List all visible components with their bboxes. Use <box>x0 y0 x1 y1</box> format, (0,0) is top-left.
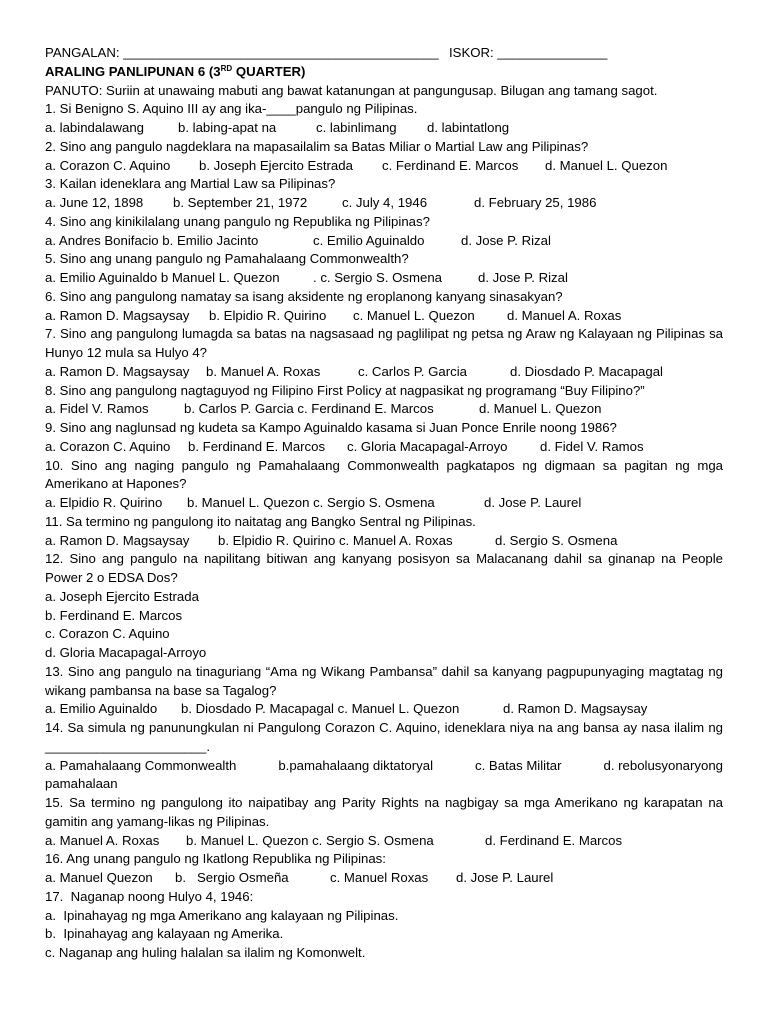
option-a[interactable]: a. June 12, 1898 <box>45 195 144 210</box>
option-a-b[interactable]: a. Emilio Aguinaldo b Manuel L. Quezon <box>45 270 280 285</box>
option-b[interactable]: b. Ipinahayag ang kalayaan ng Amerika. <box>45 926 284 942</box>
option-b[interactable]: b. labing-apat na <box>178 120 277 135</box>
option-b[interactable]: b.pamahalaang diktatoryal <box>278 757 434 773</box>
option-c[interactable]: c. labinlimang <box>316 120 397 135</box>
option-a[interactable]: a. Ramon D. Magsaysay <box>45 532 190 548</box>
question-15-options <box>45 832 723 851</box>
question-1-options <box>45 119 723 138</box>
page-title: ARALING PANLIPUNAN 6 (3RD QUARTER) <box>45 63 306 79</box>
question-16: 16. Ang unang pangulo ng Ikatlong Republika ng Pilipinas: <box>45 851 386 867</box>
option-c[interactable]: c. Manuel L. Quezon <box>353 307 475 323</box>
option-a[interactable]: a. Corazon C. Aquino <box>45 438 171 454</box>
score-field-label: ISKOR: _______________ <box>449 45 608 60</box>
option-d[interactable]: d. Jose P. Rizal <box>478 270 568 285</box>
option-d[interactable]: d. Fidel V. Ramos <box>540 438 644 454</box>
option-d-continued: pamahalaan <box>45 776 118 792</box>
option-d[interactable]: d. Sergio S. Osmena <box>495 532 618 548</box>
question-10-options <box>45 494 723 513</box>
option-b-c[interactable]: b. Manuel L. Quezon c. Sergio S. Osmena <box>187 495 435 510</box>
name-field-label: PANGALAN: ___________________________________________ <box>45 45 439 60</box>
question-3: 3. Kailan ideneklara ang Martial Law sa Pilipinas? <box>45 176 336 192</box>
question-14-options <box>45 757 723 776</box>
option-b[interactable]: b. Ferdinand E. Marcos <box>45 607 183 623</box>
option-d[interactable]: d. labintatlong <box>427 120 510 135</box>
option-d[interactable]: d. Diosdado P. Macapagal <box>510 363 663 379</box>
option-d[interactable]: d. February 25, 1986 <box>474 195 597 210</box>
question-11: 11. Sa termino ng pangulong ito naitatag ang Bangko Sentral ng Pilipinas. <box>45 513 476 529</box>
question-14: 14. Sa simula ng panunungkulan ni Pangulong Corazon C. Aquino, ideneklara niya na ang bansa ay nasa ilalim ng ______________________. <box>45 720 723 754</box>
option-d[interactable]: d. Manuel A. Roxas <box>507 307 622 323</box>
question-12: 12. Sino ang pangulo na napilitang bitiwan ang kanyang posisyon sa Malacanang dahil sa ginanap na People Power 2 o EDSA Dos? <box>45 551 723 585</box>
option-a[interactable]: a. Ramon D. Magsaysay <box>45 363 190 379</box>
question-7: 7. Sino ang pangulong lumagda sa batas na nagsasaad ng paglilipat ng petsa ng Araw ng Kalayaan ng Pilipinas sa Hunyo 12 mula sa Hulyo 4? <box>45 326 723 360</box>
option-c[interactable]: c. Naganap ang huling halalan sa ilalim ng Komonwelt. <box>45 945 366 960</box>
option-d[interactable]: d. Manuel L. Quezon <box>545 157 668 173</box>
option-a[interactable]: a. Manuel Quezon <box>45 870 153 885</box>
instructions: PANUTO: Suriin at unawaing mabuti ang bawat katanungan at pangungusap. Bilugan ang tamang sagot. <box>45 82 658 98</box>
question-6-options <box>45 307 723 326</box>
option-c[interactable]: c. Gloria Macapagal-Arroyo <box>347 438 508 454</box>
option-c[interactable]: c. Manuel Roxas <box>330 870 429 885</box>
option-b-c[interactable]: b. Diosdado P. Macapagal c. Manuel L. Quezon <box>181 701 460 717</box>
question-2: 2. Sino ang pangulo nagdeklara na mapasailalim sa Batas Miliar o Martial Law ang Pilipinas? <box>45 138 589 154</box>
question-6: 6. Sino ang pangulong namatay sa isang aksidente ng eroplanong kanyang sinasakyan? <box>45 288 563 304</box>
question-13: 13. Sino ang pangulo na tinaguriang “Ama ng Wikang Pambansa” dahil sa kanyang pagpupunyaging magtatag ng wikang pambansa na base sa Tagalog? <box>45 663 723 698</box>
option-c[interactable]: c. Carlos P. Garcia <box>358 363 467 379</box>
option-a[interactable]: a. Elpidio R. Quirino <box>45 495 163 510</box>
question-5-options <box>45 269 723 288</box>
question-11-options <box>45 532 723 551</box>
option-d[interactable]: d. Manuel L. Quezon <box>479 401 602 417</box>
option-b[interactable]: b. Manuel A. Roxas <box>206 363 321 379</box>
option-d[interactable]: d. rebolusyonaryong <box>603 757 723 773</box>
question-17: 17. Naganap noong Hulyo 4, 1946: <box>45 888 254 904</box>
option-c[interactable]: c. Ferdinand E. Marcos <box>382 157 519 173</box>
option-a[interactable]: a. Joseph Ejercito Estrada <box>45 588 199 604</box>
question-9: 9. Sino ang naglunsad ng kudeta sa Kampo Aguinaldo kasama si Juan Ponce Enrile noong 1986? <box>45 420 617 435</box>
option-a-b[interactable]: a. Andres Bonifacio b. Emilio Jacinto <box>45 232 259 248</box>
option-b-c[interactable]: b. Manuel L. Quezon c. Sergio S. Osmena <box>186 832 434 848</box>
option-d[interactable]: d. Jose P. Rizal <box>461 232 551 248</box>
option-a[interactable]: a. Emilio Aguinaldo <box>45 701 158 717</box>
question-8-options <box>45 400 723 419</box>
question-4-options <box>45 232 723 251</box>
option-b[interactable]: b. Sergio Osmeña <box>175 870 289 885</box>
option-a[interactable]: a. Pamahalaang Commonwealth <box>45 757 237 773</box>
option-d[interactable]: d. Ramon D. Magsaysay <box>503 701 648 717</box>
option-c[interactable]: c. Emilio Aguinaldo <box>313 232 425 248</box>
option-d[interactable]: d. Jose P. Laurel <box>484 495 582 510</box>
question-2-options <box>45 157 723 176</box>
option-c[interactable]: c. Corazon C. Aquino <box>45 626 170 642</box>
option-c[interactable]: c. July 4, 1946 <box>342 195 428 210</box>
option-a[interactable]: a. Ramon D. Magsaysay <box>45 307 190 323</box>
quiz-page <box>45 44 723 963</box>
option-a[interactable]: a. labindalawang <box>45 120 144 135</box>
name-score-row <box>45 44 723 63</box>
option-a[interactable]: a. Corazon C. Aquino <box>45 157 171 173</box>
option-a[interactable]: a. Fidel V. Ramos <box>45 401 149 417</box>
option-b-c[interactable]: b. Carlos P. Garcia c. Ferdinand E. Marcos <box>184 401 434 417</box>
option-c[interactable]: . c. Sergio S. Osmena <box>313 270 442 285</box>
option-c[interactable]: c. Batas Militar <box>475 757 562 773</box>
option-d[interactable]: d. Ferdinand E. Marcos <box>485 832 623 848</box>
option-b[interactable]: b. Elpidio R. Quirino <box>209 307 327 323</box>
option-d[interactable]: d. Gloria Macapagal-Arroyo <box>45 645 207 660</box>
question-16-options <box>45 869 723 888</box>
question-8: 8. Sino ang pangulong nagtaguyod ng Filipino First Policy at nagpasikat ng programang “Buy Filipino?” <box>45 382 645 398</box>
question-5: 5. Sino ang unang pangulo ng Pamahalaang Commonwealth? <box>45 251 409 267</box>
option-b[interactable]: b. September 21, 1972 <box>173 195 308 210</box>
question-13-options <box>45 700 723 719</box>
option-b[interactable]: b. Ferdinand E. Marcos <box>188 438 326 454</box>
option-a[interactable]: a. Ipinahayag ng mga Amerikano ang kalayaan ng Pilipinas. <box>45 907 399 923</box>
option-a[interactable]: a. Manuel A. Roxas <box>45 832 160 848</box>
question-7-options <box>45 363 723 382</box>
question-10: 10. Sino ang naging pangulo ng Pamahalaang Commonwealth pagkatapos ng digmaan sa pagitan ng mga Amerikano at Hapones? <box>45 457 723 492</box>
question-9-options <box>45 438 723 457</box>
question-3-options <box>45 194 723 213</box>
question-4: 4. Sino ang kinikilalang unang pangulo ng Republika ng Pilipinas? <box>45 213 430 229</box>
question-15: 15. Sa termino ng pangulong ito naipatibay ang Parity Rights na nagbigay sa mga Amerikano ng karapatan na gamitin ang yamang-likas ng Pilipinas. <box>45 795 723 829</box>
option-b-c[interactable]: b. Elpidio R. Quirino c. Manuel A. Roxas <box>218 532 453 548</box>
question-1: 1. Si Benigno S. Aquino III ay ang ika-____pangulo ng Pilipinas. <box>45 101 418 117</box>
option-d[interactable]: d. Jose P. Laurel <box>456 870 554 885</box>
option-b[interactable]: b. Joseph Ejercito Estrada <box>199 157 353 173</box>
